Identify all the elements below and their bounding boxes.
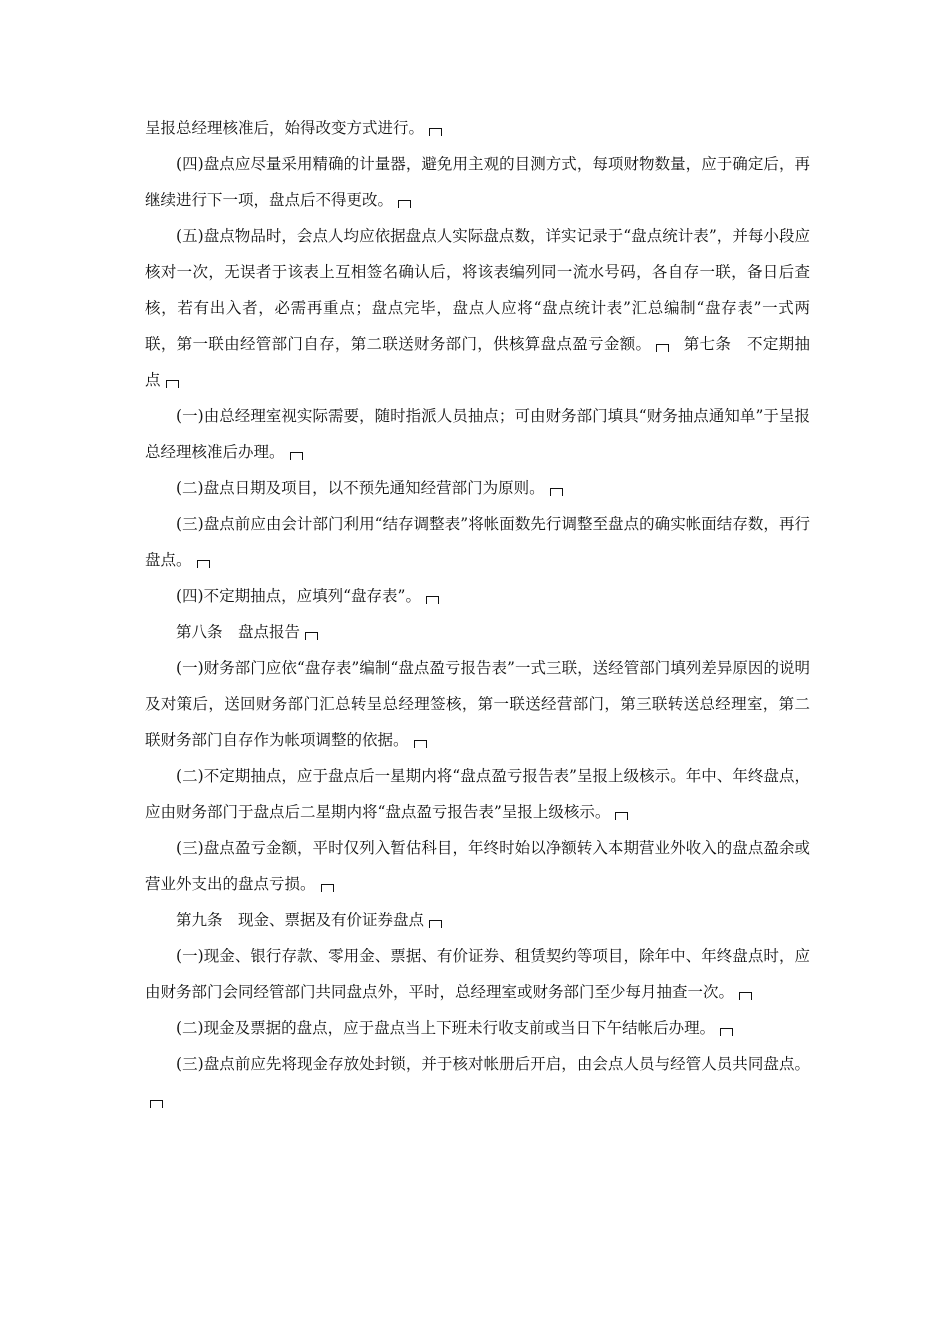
paragraph-mark-icon <box>290 452 303 460</box>
paragraph-mark-icon <box>305 632 318 640</box>
paragraph <box>145 110 810 146</box>
paragraph-text: (三)盘点盈亏金额，平时仅列入暂估科目，年终时始以净额转入本期营业外收入的盘点盈余或营业外支出的盘点亏损。 <box>145 839 810 893</box>
paragraph <box>145 578 810 614</box>
paragraph-mark-icon <box>321 884 334 892</box>
paragraph-mark-icon <box>429 128 442 136</box>
paragraph <box>145 146 810 218</box>
paragraph-mark-icon <box>656 344 669 352</box>
paragraph-text: (五)盘点物品时，会点人均应依据盘点人实际盘点数，详实记录于“盘点统计表”，并每小段应核对一次，无误者于该表上互相签名确认后，将该表编列同一流水号码，各自存一联，备日后查核，若有出入者，必需再重点；盘点完毕，盘点人应将“盘点统计表”汇总编制“盘存表”一式两联，第一联由经管部门自存，第二联送财务部门，供核算盘点盈亏金额。 <box>145 227 810 353</box>
paragraph-mark-icon <box>166 380 179 388</box>
paragraph <box>145 470 810 506</box>
paragraph-text: (四)不定期抽点，应填列“盘存表”。 <box>176 587 421 605</box>
paragraph-mark-icon <box>429 920 442 928</box>
paragraph-text: (三)盘点前应由会计部门利用“结存调整表”将帐面数先行调整至盘点的确实帐面结存数，再行盘点。 <box>145 515 810 569</box>
paragraph-text: (三)盘点前应先将现金存放处封锁，并于核对帐册后开启，由会点人员与经管人员共同盘点。 <box>176 1055 810 1073</box>
paragraph-text: (一)财务部门应依“盘存表”编制“盘点盈亏报告表”一式三联，送经管部门填列差异原因的说明及对策后，送回财务部门汇总转呈总经理签核，第一联送经营部门，第三联转送总经理室，第二联财务部门自存作为帐项调整的依据。 <box>145 659 810 749</box>
paragraph-text: 第九条 现金、票据及有价证券盘点 <box>176 911 425 929</box>
paragraph <box>145 398 810 470</box>
paragraph-text: (二)盘点日期及项目，以不预先通知经营部门为原则。 <box>176 479 545 497</box>
paragraph-mark-icon <box>398 200 411 208</box>
document-page <box>145 110 810 1118</box>
paragraph-mark-icon <box>197 560 210 568</box>
paragraph-mark-icon <box>720 1028 733 1036</box>
paragraph <box>145 1010 810 1046</box>
paragraph-text: (四)盘点应尽量采用精确的计量器，避免用主观的目测方式，每项财物数量，应于确定后，再继续进行下一项，盘点后不得更改。 <box>145 155 810 209</box>
paragraph <box>145 758 810 830</box>
paragraph-mark-icon <box>150 1100 163 1108</box>
paragraph <box>145 218 810 398</box>
paragraph-mark-icon <box>739 992 752 1000</box>
paragraph <box>145 830 810 902</box>
paragraph-mark-icon <box>426 596 439 604</box>
paragraph <box>145 506 810 578</box>
paragraph-text: 第八条 盘点报告 <box>176 623 301 641</box>
paragraph-text: (二)现金及票据的盘点，应于盘点当上下班未行收支前或当日下午结帐后办理。 <box>176 1019 716 1037</box>
paragraph-mark-icon <box>615 812 628 820</box>
paragraph <box>145 650 810 758</box>
paragraph-text: (一)现金、银行存款、零用金、票据、有价证券、租赁契约等项目，除年中、年终盘点时，应由财务部门会同经管部门共同盘点外，平时，总经理室或财务部门至少每月抽查一次。 <box>145 947 810 1001</box>
paragraph <box>145 902 810 938</box>
paragraph <box>145 938 810 1010</box>
paragraph-text: (二)不定期抽点，应于盘点后一星期内将“盘点盈亏报告表”呈报上级核示。年中、年终盘点，应由财务部门于盘点后二星期内将“盘点盈亏报告表”呈报上级核示。 <box>145 767 810 821</box>
paragraph-mark-icon <box>414 740 427 748</box>
paragraph-text: 呈报总经理核准后，始得改变方式进行。 <box>145 119 425 137</box>
paragraph-text: (一)由总经理室视实际需要，随时指派人员抽点；可由财务部门填具“财务抽点通知单”于呈报总经理核准后办理。 <box>145 407 810 461</box>
paragraph-mark-icon <box>550 488 563 496</box>
paragraph <box>145 1046 810 1118</box>
paragraph <box>145 614 810 650</box>
section-heading: 第七条 不定期抽点 <box>145 335 810 389</box>
